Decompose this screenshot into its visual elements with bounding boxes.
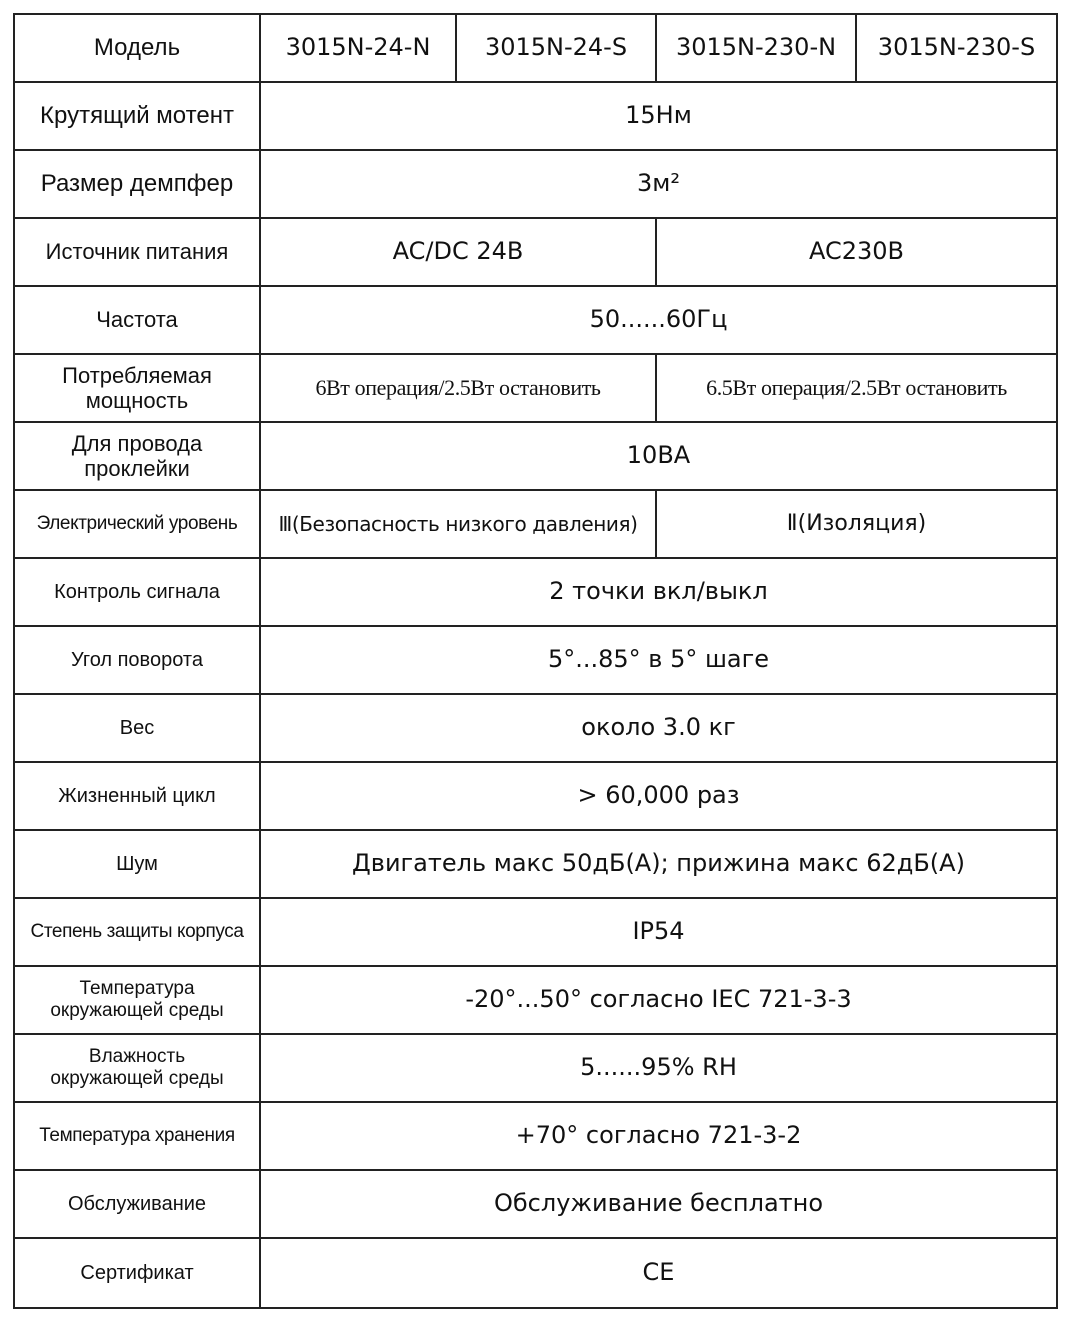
ambient-temperature-value: -20°...50° согласно IEC 721-3-3	[260, 966, 1057, 1034]
wire-sizing-label	[14, 422, 260, 490]
life-cycle-value: > 60,000 раз	[260, 762, 1057, 830]
certificate-label: Сертификат	[14, 1238, 260, 1308]
row-torque	[14, 82, 1057, 150]
storage-temperature-value: +70° согласно 721-3-2	[260, 1102, 1057, 1170]
power-supply-230-value: AC230B	[656, 218, 1057, 286]
electrical-level-label: Электрический уровень	[14, 490, 260, 558]
ambient-humidity-label-line2: окружающей среды	[50, 1068, 224, 1089]
torque-label: Крутящий мотент	[14, 82, 260, 150]
ambient-humidity-label	[14, 1034, 260, 1102]
row-frequency	[14, 286, 1057, 354]
maintenance-value: Обслуживание бесплатно	[260, 1170, 1057, 1238]
power-consumption-label	[14, 354, 260, 422]
power-consumption-24-value: 6Вт операция/2.5Вт остановить	[260, 354, 656, 422]
row-ambient-temperature	[14, 966, 1057, 1034]
row-enclosure-protection	[14, 898, 1057, 966]
ambient-temperature-label	[14, 966, 260, 1034]
weight-value: около 3.0 кг	[260, 694, 1057, 762]
model-label: Модель	[14, 14, 260, 82]
ambient-humidity-value: 5......95% RH	[260, 1034, 1057, 1102]
ambient-humidity-label-line1: Влажность	[88, 1046, 186, 1068]
row-maintenance	[14, 1170, 1057, 1238]
ambient-temperature-label-line2: окружающей среды	[50, 1000, 224, 1021]
model-3015n-230-s: 3015N-230-S	[856, 14, 1057, 82]
electrical-level-24-value: Ⅲ(Безопасность низкого давления)	[260, 490, 656, 558]
weight-label: Вес	[14, 694, 260, 762]
damper-size-value: 3м²	[260, 150, 1057, 218]
signal-control-label: Контроль сигнала	[14, 558, 260, 626]
power-consumption-label-line2: мощность	[85, 388, 189, 413]
row-ambient-humidity	[14, 1034, 1057, 1102]
noise-label: Шум	[14, 830, 260, 898]
storage-temperature-label: Температура хранения	[14, 1102, 260, 1170]
row-weight	[14, 694, 1057, 762]
enclosure-protection-value: IP54	[260, 898, 1057, 966]
torque-value: 15Нм	[260, 82, 1057, 150]
row-life-cycle	[14, 762, 1057, 830]
rotation-angle-label: Угол поворота	[14, 626, 260, 694]
frequency-label: Частота	[14, 286, 260, 354]
row-certificate	[14, 1238, 1057, 1308]
signal-control-value: 2 точки вкл/выкл	[260, 558, 1057, 626]
wire-sizing-label-line2: проклейки	[84, 456, 190, 481]
row-model	[14, 14, 1057, 82]
row-damper-size	[14, 150, 1057, 218]
spec-table	[13, 13, 1058, 1309]
model-3015n-230-n: 3015N-230-N	[656, 14, 856, 82]
enclosure-protection-label: Степень защиты корпуса	[14, 898, 260, 966]
row-rotation-angle	[14, 626, 1057, 694]
electrical-level-230-value: Ⅱ(Изоляция)	[656, 490, 1057, 558]
power-consumption-230-value: 6.5Вт операция/2.5Вт остановить	[656, 354, 1057, 422]
wire-sizing-label-line1: Для провода	[71, 430, 203, 456]
power-supply-label: Источник питания	[14, 218, 260, 286]
row-storage-temperature	[14, 1102, 1057, 1170]
rotation-angle-value: 5°...85° в 5° шаге	[260, 626, 1057, 694]
maintenance-label: Обслуживание	[14, 1170, 260, 1238]
model-3015n-24-s: 3015N-24-S	[456, 14, 656, 82]
power-consumption-label-line1: Потребляемая	[62, 362, 212, 388]
power-supply-24-value: AC/DC 24B	[260, 218, 656, 286]
row-electrical-level	[14, 490, 1057, 558]
noise-value: Двигатель макс 50дБ(А); прижина макс 62дБ(А)	[260, 830, 1057, 898]
row-wire-sizing	[14, 422, 1057, 490]
row-signal-control	[14, 558, 1057, 626]
life-cycle-label: Жизненный цикл	[14, 762, 260, 830]
row-power-consumption	[14, 354, 1057, 422]
model-3015n-24-n: 3015N-24-N	[260, 14, 456, 82]
certificate-value: CE	[260, 1238, 1057, 1308]
row-noise	[14, 830, 1057, 898]
wire-sizing-value: 10BA	[260, 422, 1057, 490]
frequency-value: 50......60Гц	[260, 286, 1057, 354]
ambient-temperature-label-line1: Температура	[79, 978, 195, 1000]
damper-size-label: Размер демпфер	[14, 150, 260, 218]
row-power-supply	[14, 218, 1057, 286]
